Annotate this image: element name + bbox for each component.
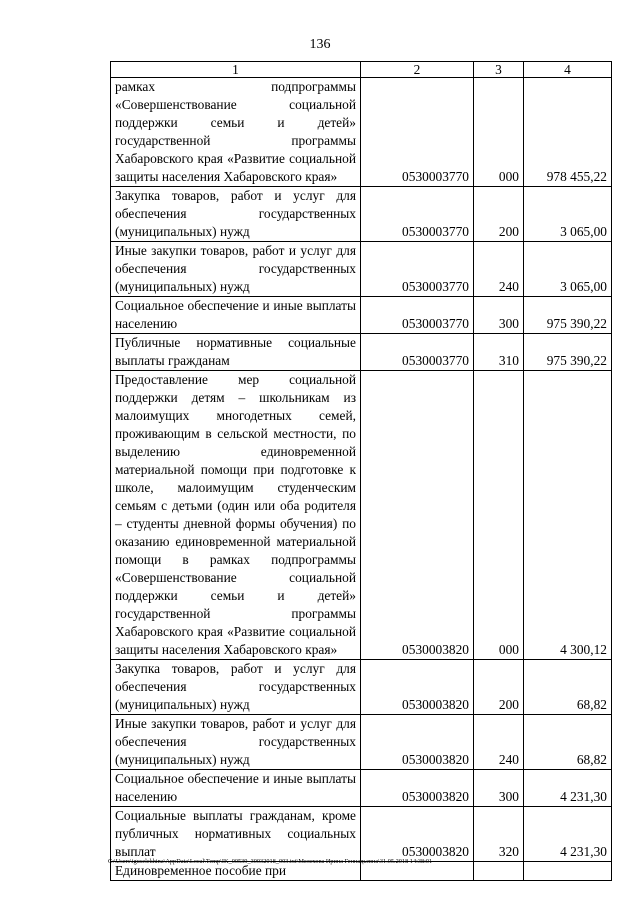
row-description: Социальное обеспечение и иные выплаты населению <box>111 297 361 334</box>
row-type: 240 <box>474 242 524 297</box>
table-row <box>111 770 612 807</box>
row-amount: 4 231,30 <box>524 770 612 807</box>
table-header-row <box>111 62 612 78</box>
row-code: 0530003770 <box>361 187 474 242</box>
row-description: Иные закупки товаров, работ и услуг для обеспечения государственных (муниципальных) нужд <box>111 715 361 770</box>
row-type: 200 <box>474 187 524 242</box>
file-path-footer: C:\Users\iguselekhina\AppData\Local\Temp\IK_00539_30032018_003.txt\Мелехова Ирина Геннадьевна\31.05.2018 14:38:01 <box>108 858 433 865</box>
row-type: 000 <box>474 78 524 187</box>
row-description: Публичные нормативные социальные выплаты гражданам <box>111 334 361 371</box>
table-row <box>111 242 612 297</box>
row-description: рамках подпрограммы «Совершенствование социальной поддержки семьи и детей» государственной программы Хабаровского края «Развитие социальной защиты населения Хабаровского края» <box>111 78 361 187</box>
header-col-2: 2 <box>361 62 474 78</box>
header-col-3: 3 <box>474 62 524 78</box>
table-row <box>111 807 612 862</box>
row-code: 0530003770 <box>361 242 474 297</box>
row-code: 0530003820 <box>361 770 474 807</box>
row-code: 0530003820 <box>361 371 474 660</box>
row-code: 0530003820 <box>361 807 474 862</box>
row-description: Иные закупки товаров, работ и услуг для обеспечения государственных (муниципальных) нужд <box>111 242 361 297</box>
row-type: 300 <box>474 297 524 334</box>
budget-table <box>110 61 612 881</box>
row-type: 200 <box>474 660 524 715</box>
row-description: Закупка товаров, работ и услуг для обеспечения государственных (муниципальных) нужд <box>111 660 361 715</box>
table-row <box>111 715 612 770</box>
row-description: Закупка товаров, работ и услуг для обеспечения государственных (муниципальных) нужд <box>111 187 361 242</box>
row-amount: 978 455,22 <box>524 78 612 187</box>
row-amount: 4 300,12 <box>524 371 612 660</box>
table-row <box>111 334 612 371</box>
row-amount: 975 390,22 <box>524 334 612 371</box>
table-row <box>111 297 612 334</box>
row-amount: 975 390,22 <box>524 297 612 334</box>
row-description: Социальное обеспечение и иные выплаты населению <box>111 770 361 807</box>
table-row <box>111 371 612 660</box>
page-number: 136 <box>309 37 331 52</box>
row-code: 0530003770 <box>361 297 474 334</box>
row-amount: 68,82 <box>524 715 612 770</box>
row-description: Предоставление мер социальной поддержки детям – школьникам из малоимущих многодетных семей, проживающим в сельской местности, по выделению единовременной материальной помощи при подготовке к школе, малоимущим студенческим семьям с детьми (один или оба родителя – студенты дневной формы обучения) по оказанию единовременной материальной помощи в рамках подпрограммы «Совершенствование социальной поддержки семьи и детей» государственной программы Хабаровского края «Развитие социальной защиты населения Хабаровского края» <box>111 371 361 660</box>
row-type: 310 <box>474 334 524 371</box>
row-code: 0530003770 <box>361 334 474 371</box>
row-amount: 68,82 <box>524 660 612 715</box>
row-type: 000 <box>474 371 524 660</box>
row-description: Социальные выплаты гражданам, кроме публичных нормативных социальных выплат <box>111 807 361 862</box>
row-amount: 3 065,00 <box>524 187 612 242</box>
table-row <box>111 660 612 715</box>
table-row <box>111 78 612 187</box>
row-type: 240 <box>474 715 524 770</box>
row-code: 0530003770 <box>361 78 474 187</box>
row-description: Единовременное пособие при <box>111 862 361 881</box>
header-col-4: 4 <box>524 62 612 78</box>
row-type: 320 <box>474 807 524 862</box>
table-row <box>111 187 612 242</box>
row-code: 0530003820 <box>361 660 474 715</box>
header-col-1: 1 <box>111 62 361 78</box>
row-code: 0530003820 <box>361 715 474 770</box>
row-amount: 3 065,00 <box>524 242 612 297</box>
row-amount: 4 231,30 <box>524 807 612 862</box>
row-type: 300 <box>474 770 524 807</box>
